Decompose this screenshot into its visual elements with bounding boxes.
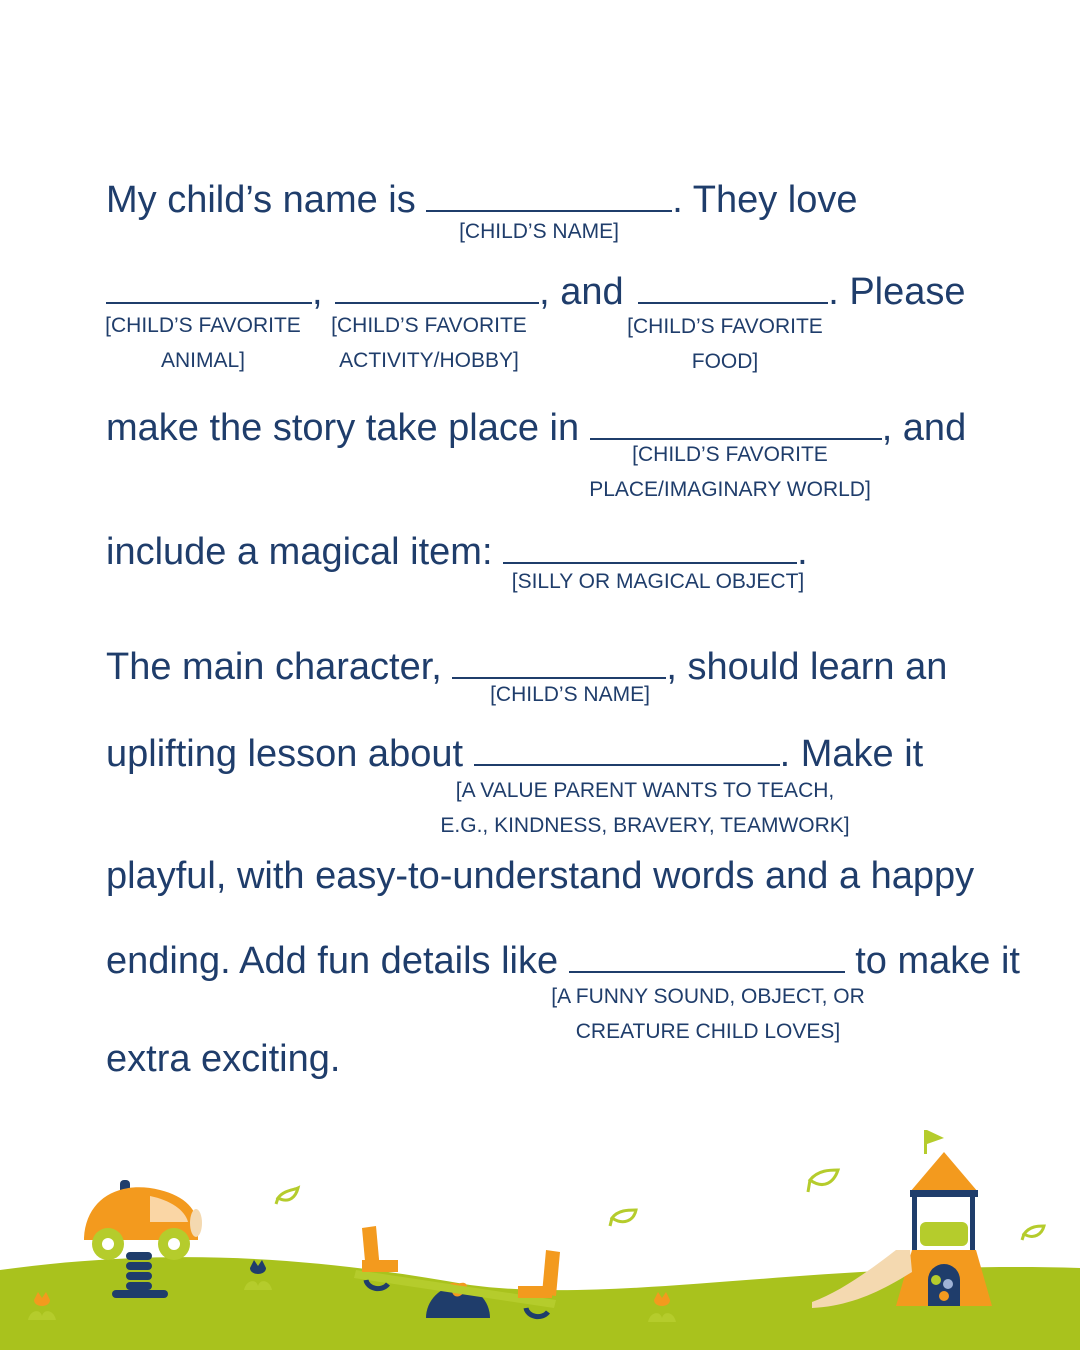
blank-favorite-activity[interactable]: [335, 272, 539, 304]
caption-fun-detail: [A FUNNY SOUND, OBJECT, OR CREATURE CHILD LOVES]: [551, 985, 865, 1043]
leaf-icon: [276, 1188, 298, 1204]
caption-favorite-food: [CHILD’S FAVORITE FOOD]: [627, 315, 823, 373]
playground-illustration: [0, 1110, 1080, 1350]
blank-favorite-place[interactable]: [590, 408, 882, 440]
caption-favorite-animal: [CHILD’S FAVORITE ANIMAL]: [105, 314, 301, 372]
caption-favorite-activity: [CHILD’S FAVORITE ACTIVITY/HOBBY]: [331, 314, 527, 372]
line-text: . They love: [672, 179, 858, 221]
blank-main-character[interactable]: [452, 647, 666, 679]
line-text: My child’s name is: [106, 179, 427, 221]
leaf-icon: [808, 1170, 838, 1192]
caption-magical-object: [SILLY OR MAGICAL OBJECT]: [511, 570, 805, 593]
story-line-8: ending. Add fun details like to make it: [106, 940, 1020, 982]
story-line-9: extra exciting.: [106, 1038, 341, 1080]
story-line-3: make the story take place in , and: [106, 407, 967, 449]
story-line-5: The main character, , should learn an: [106, 646, 948, 688]
story-line-2: , , and . Please: [106, 272, 966, 311]
blank-favorite-animal[interactable]: [106, 272, 312, 304]
blank-favorite-food[interactable]: [638, 272, 828, 304]
story-line-6: uplifting lesson about . Make it: [106, 733, 924, 775]
caption-main-character: [CHILD’S NAME]: [490, 683, 650, 706]
blank-value-lesson[interactable]: [474, 734, 780, 766]
blank-magical-object[interactable]: [503, 532, 797, 564]
story-line-7: playful, with easy-to-understand words and a happy: [106, 855, 975, 897]
blank-child-name[interactable]: [426, 180, 672, 212]
leaf-icon: [610, 1210, 636, 1226]
caption-value-lesson: [A VALUE PARENT WANTS TO TEACH, E.G., KINDNESS, BRAVERY, TEAMWORK]: [440, 779, 850, 837]
caption-child-name: [CHILD’S NAME]: [459, 220, 619, 243]
blank-fun-detail[interactable]: [569, 941, 845, 973]
story-line-4: include a magical item: .: [106, 531, 808, 573]
caption-favorite-place: [CHILD’S FAVORITE PLACE/IMAGINARY WORLD]: [589, 443, 871, 501]
leaf-icon: [1022, 1226, 1044, 1240]
